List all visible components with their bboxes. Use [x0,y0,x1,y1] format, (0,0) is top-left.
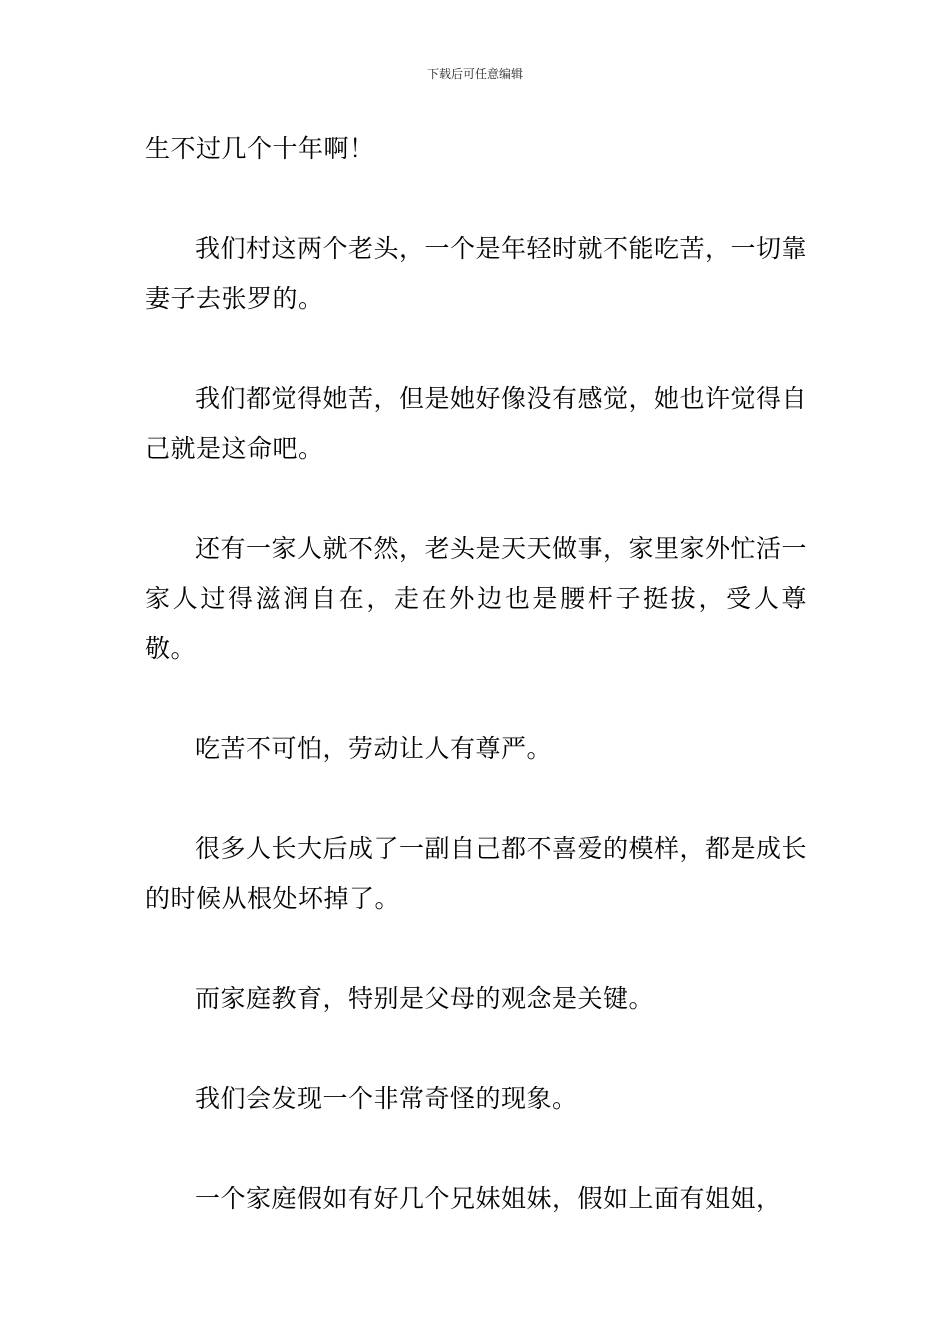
paragraph-gap [145,774,807,824]
paragraph-gap [145,474,807,524]
paragraph-1: 生不过几个十年啊！ [145,134,375,163]
page-header: 下载后可任意编辑 [426,67,523,81]
paragraph-gap [145,924,807,974]
paragraph-2: 我们村这两个老头，一个是年轻时就不能吃苦，一切靠妻子去张罗的。 [145,234,808,313]
document-body [145,124,807,1224]
paragraph-gap [145,324,807,374]
paragraph-5: 吃苦不可怕，劳动让人有尊严。 [195,734,553,763]
paragraph-8: 我们会发现一个非常奇怪的现象。 [195,1084,578,1113]
paragraph-4: 还有一家人就不然，老头是天天做事，家里家外忙活一家人过得滋润自在，走在外边也是腰杆子挺拔，受人尊敬。 [145,534,808,663]
paragraph-9: 一个家庭假如有好几个兄妹姐妹，假如上面有姐姐， [195,1184,782,1213]
paragraph-gap [145,1124,807,1174]
paragraph-6: 很多人长大后成了一副自己都不喜爱的模样，都是成长的时候从根处坏掉了。 [145,834,808,913]
paragraph-3: 我们都觉得她苦，但是她好像没有感觉，她也许觉得自己就是这命吧。 [145,384,808,463]
paragraph-gap [145,674,807,724]
paragraph-7: 而家庭教育，特别是父母的观念是关键。 [195,984,655,1013]
paragraph-gap [145,174,807,224]
paragraph-gap [145,1024,807,1074]
